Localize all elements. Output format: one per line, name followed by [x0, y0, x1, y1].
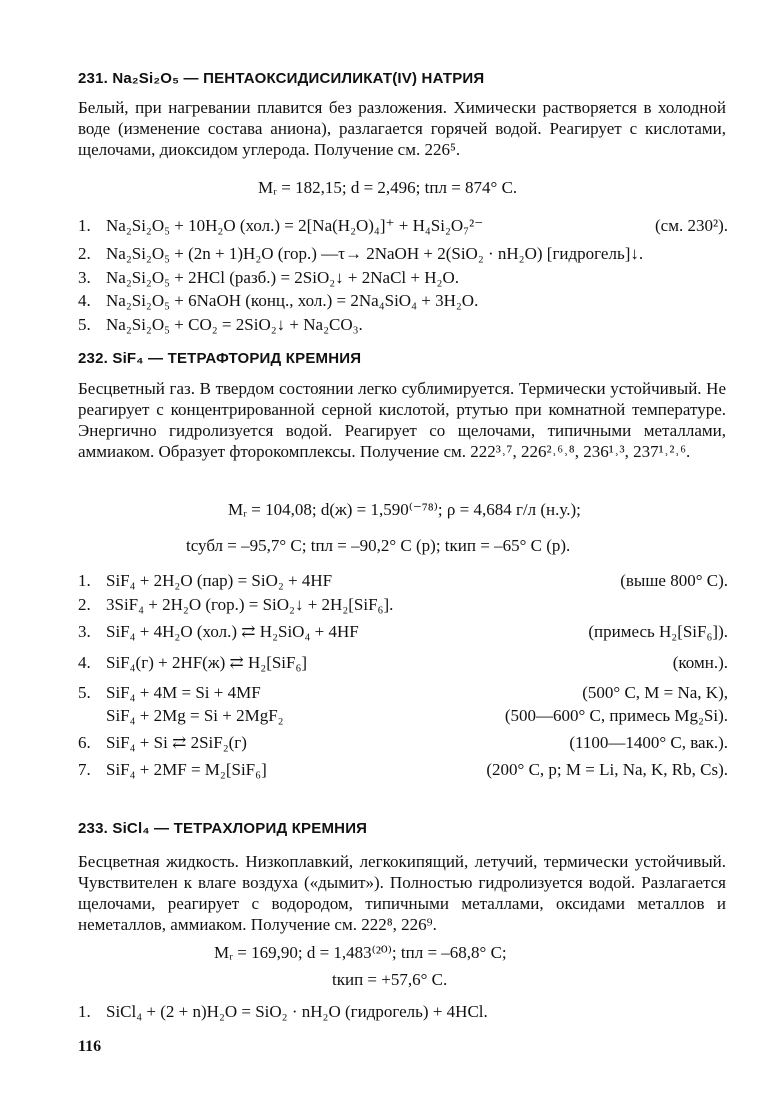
- section-231-description: Белый, при нагревании плавится без разложения. Химически растворяется в холодной воде (изменение состава аниона), разлагается горячей водой. Реагирует с кислотами, щелочами, диоксидом углерода. Получение см. 226⁵.: [78, 98, 726, 159]
- section-232-description: Бесцветный газ. В твердом состоянии легко сублимируется. Термически устойчивый. Не реагирует с концентрированной серной кислотой, ртутью при комнатной температуре. Энергично гидролизуется водой. Реагирует со щелочами, типичными металлами, аммиаком. Образует фторокомплексы. Получение см. 222³˒⁷, 226²˒⁶˒⁸, 236¹˒³, 237¹˒²˒⁶.: [78, 379, 726, 461]
- section-232-properties-2: tсубл = –95,7° C; tпл = –90,2° C (p); tкип = –65° C (p).: [186, 536, 571, 555]
- section-233-properties-1: Mᵣ = 169,90; d = 1,483⁽²⁰⁾; tпл = –68,8° C;: [214, 943, 507, 962]
- equation-condition: (500—600° C, примесь Mg₂Si).: [504, 706, 728, 725]
- eq-number: 4.: [78, 291, 91, 310]
- equation: SiF₄ + 2H₂O (пар) = SiO₂ + 4HF: [106, 571, 333, 590]
- section-231-heading: 231. Na₂Si₂O₅ — ПЕНТАОКСИДИСИЛИКАТ(IV) НАТРИЯ: [78, 70, 485, 87]
- eq-number: 5.: [78, 683, 91, 702]
- eq-number: 4.: [78, 653, 91, 672]
- equation: Na₂Si₂O₅ + 10H₂O (хол.) = 2[Na(H₂O)₄]⁺ + H₄Si₂O₇²⁻: [106, 216, 484, 235]
- equation: Na₂Si₂O₅ + 2HCl (разб.) = 2SiO₂↓ + 2NaCl + H₂O.: [106, 268, 459, 287]
- equation: SiF₄ + Si ⇄ 2SiF₂(г): [106, 733, 247, 752]
- eq-number: 1.: [78, 1002, 91, 1021]
- equation: 3SiF₄ + 2H₂O (гор.) = SiO₂↓ + 2H₂[SiF₆].: [106, 595, 394, 614]
- equation: Na₂Si₂O₅ + (2n + 1)H₂O (гор.) —τ→ 2NaOH + 2(SiO₂ · nH₂O) [гидрогель]↓.: [106, 244, 644, 263]
- equation-condition: (200° C, p; M = Li, Na, K, Rb, Cs).: [486, 760, 728, 779]
- equation: SiF₄ + 4M = Si + 4MF: [106, 683, 261, 702]
- page-number: 116: [78, 1038, 102, 1055]
- equation: SiF₄(г) + 2HF(ж) ⇄ H₂[SiF₆]: [106, 653, 308, 672]
- section-233-heading: 233. SiCl₄ — ТЕТРАХЛОРИД КРЕМНИЯ: [78, 820, 368, 837]
- eq-number: 1.: [78, 216, 91, 235]
- equation: SiF₄ + 2MF = M₂[SiF₆]: [106, 760, 267, 779]
- eq-number: 2.: [78, 244, 91, 263]
- eq-number: 5.: [78, 315, 91, 334]
- eq-number: 3.: [78, 622, 91, 641]
- eq-number: 3.: [78, 268, 91, 287]
- equation-condition: (комн.).: [672, 653, 728, 672]
- eq-number: 2.: [78, 595, 91, 614]
- eq-number: 1.: [78, 571, 91, 590]
- equation: Na₂Si₂O₅ + 6NaOH (конц., хол.) = 2Na₄SiO₄ + 3H₂O.: [106, 291, 479, 310]
- section-232-properties-1: Mᵣ = 104,08; d(ж) = 1,590⁽⁻⁷⁸⁾; ρ = 4,684 г/л (н.у.);: [228, 500, 581, 519]
- equation-condition: (примесь H₂[SiF₆]).: [588, 622, 728, 641]
- section-233-properties-2: tкип = +57,6° C.: [332, 970, 448, 989]
- equation: SiCl₄ + (2 + n)H₂O = SiO₂ · nH₂O (гидрогель) + 4HCl.: [106, 1002, 488, 1021]
- equation: SiF₄ + 4H₂O (хол.) ⇄ H₂SiO₄ + 4HF: [106, 622, 359, 641]
- equation: SiF₄ + 2Mg = Si + 2MgF₂: [106, 706, 284, 725]
- equation-condition: (см. 230²).: [655, 216, 728, 235]
- section-233-description: Бесцветная жидкость. Низкоплавкий, легкокипящий, летучий, термически устойчивый. Чувствителен к влаге воздуха («дымит»). Полностью гидролизуется водой. Разлагается щелочами, реагирует с водородом, типичными металлами, оксидами металлов и неметаллов, аммиаком. Получение см. 222⁸, 226⁹.: [78, 852, 726, 934]
- equation-condition: (500° C, M = Na, K),: [582, 683, 728, 702]
- eq-number: 6.: [78, 733, 91, 752]
- equation-condition: (выше 800° C).: [620, 571, 728, 590]
- section-232-heading: 232. SiF₄ — ТЕТРАФТОРИД КРЕМНИЯ: [78, 350, 362, 367]
- equation: Na₂Si₂O₅ + CO₂ = 2SiO₂↓ + Na₂CO₃.: [106, 315, 363, 334]
- eq-number: 7.: [78, 760, 91, 779]
- section-231-properties: Mᵣ = 182,15; d = 2,496; tпл = 874° C.: [258, 178, 518, 197]
- equation-condition: (1100—1400° C, вак.).: [569, 733, 728, 752]
